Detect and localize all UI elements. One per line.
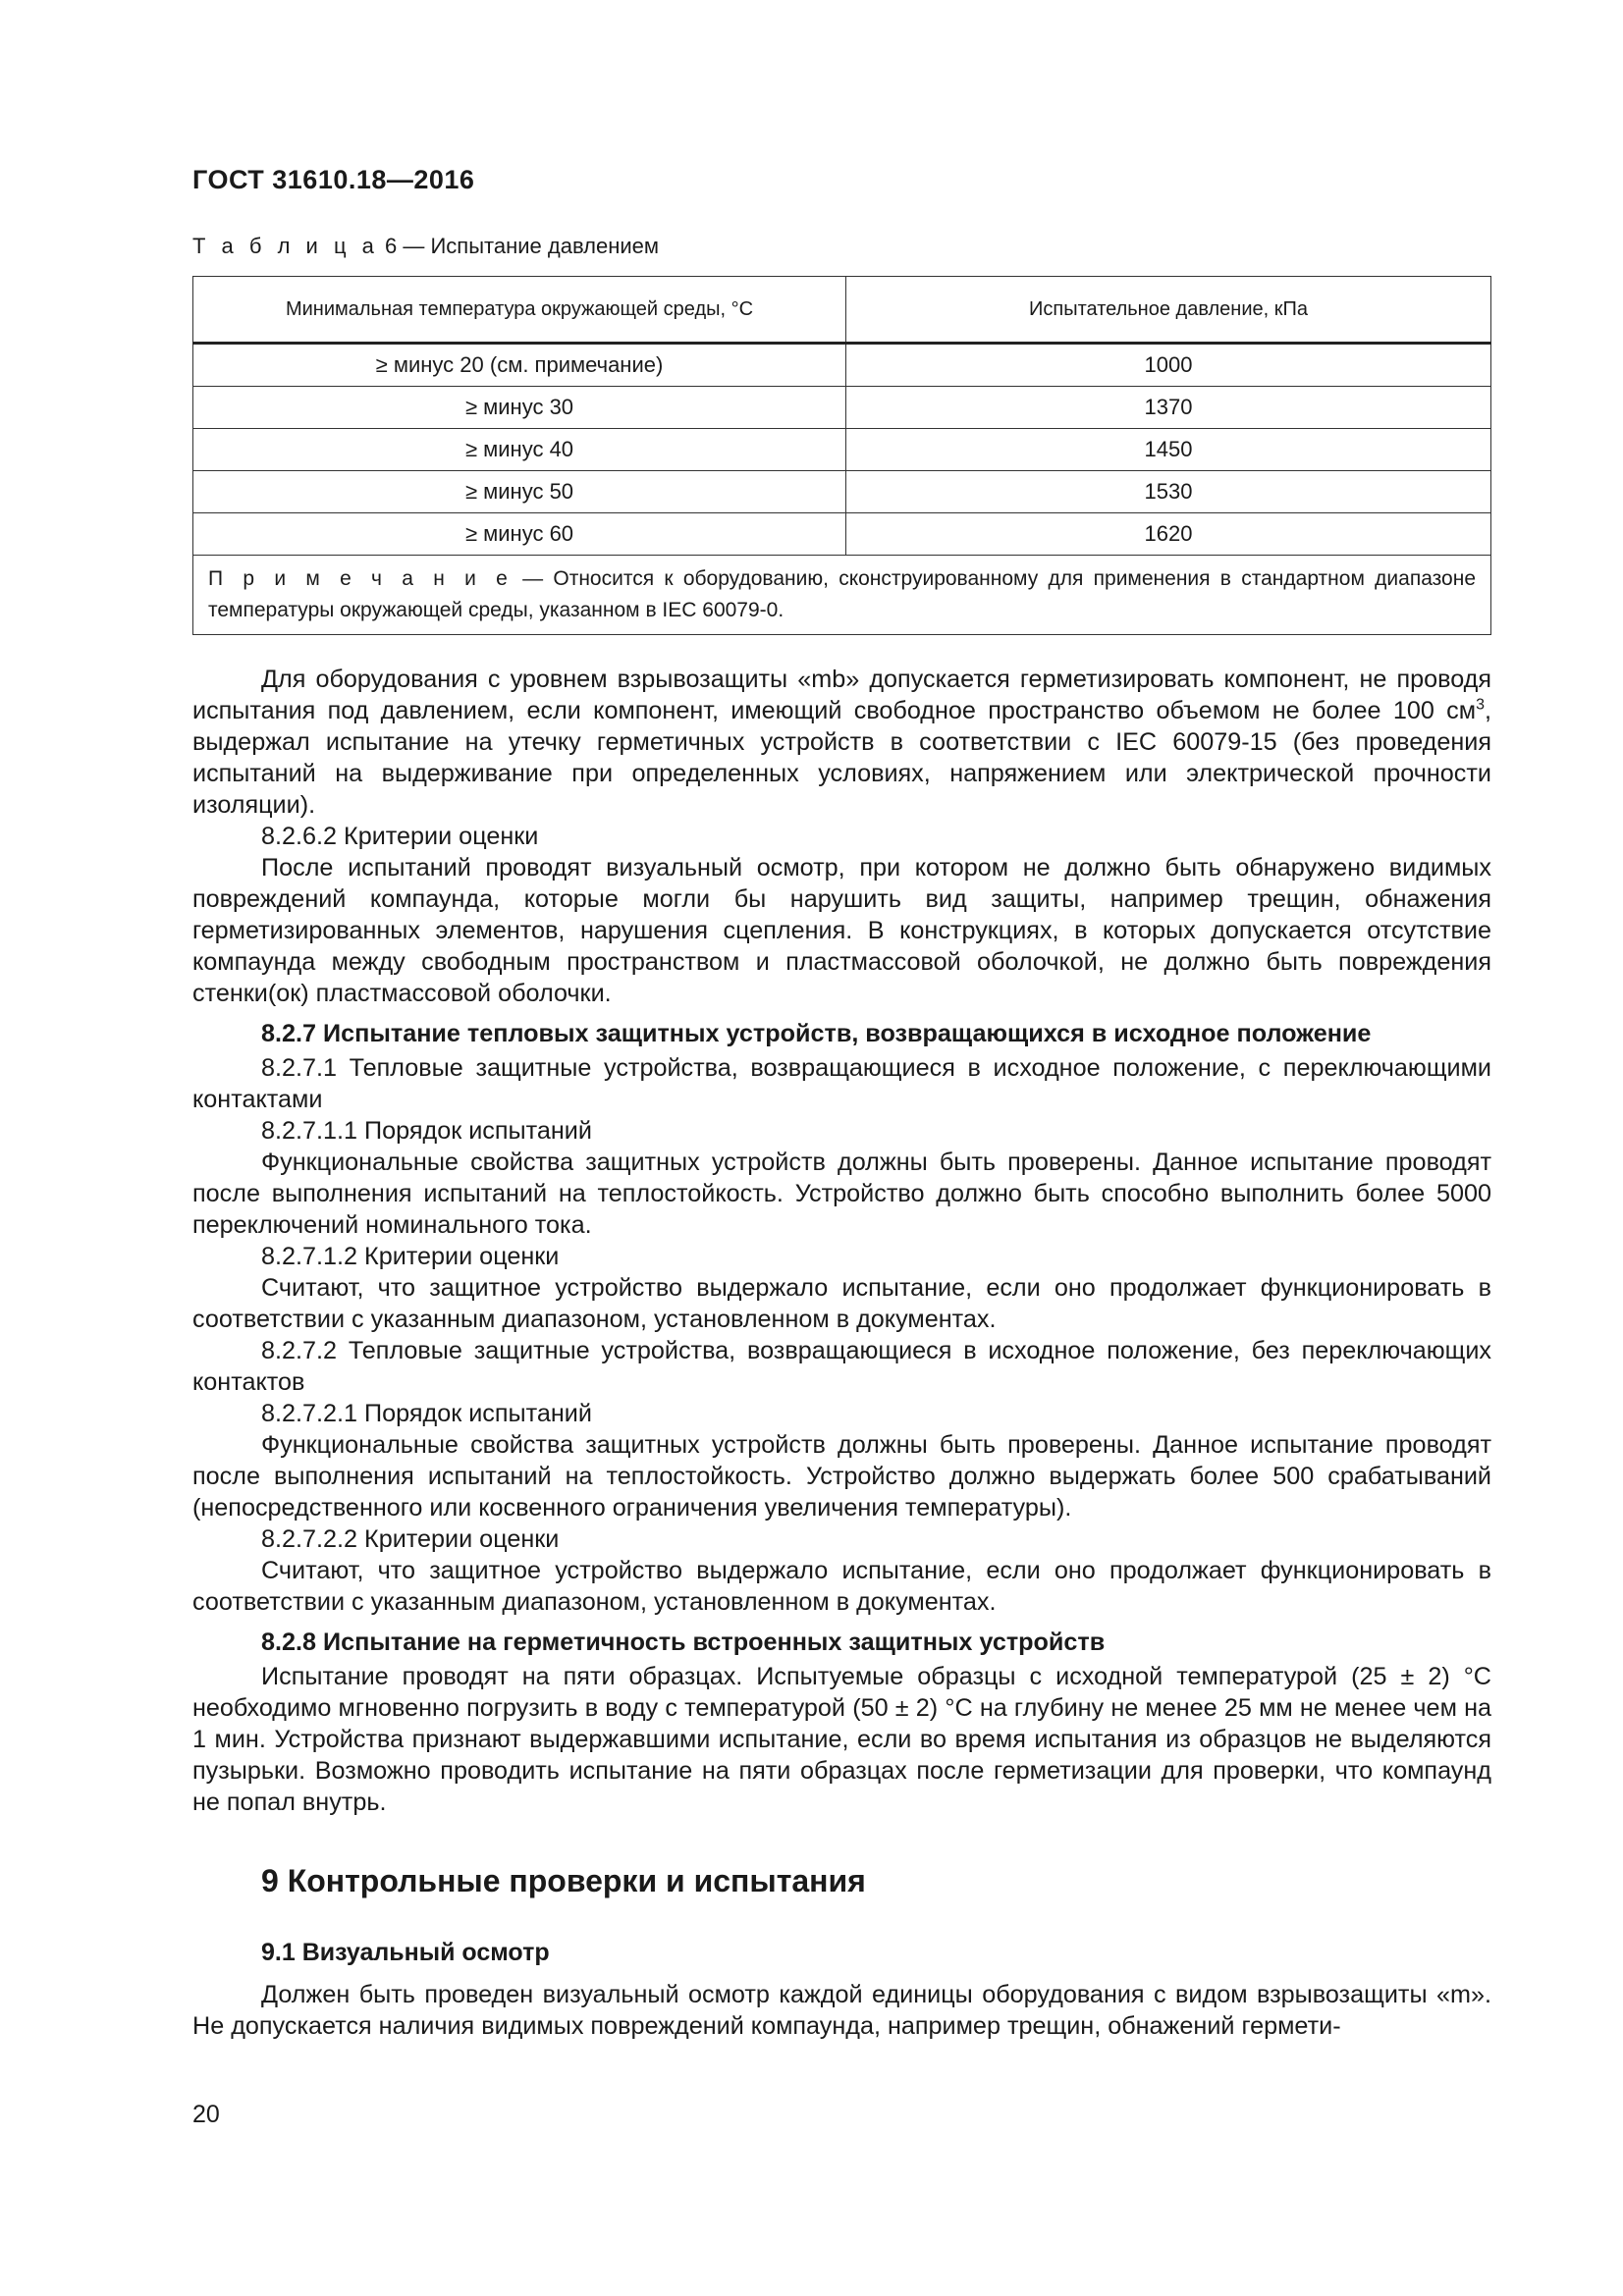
table-row xyxy=(193,429,1491,471)
clause-title-8-2-7-2-1: 8.2.7.2.1 Порядок испытаний xyxy=(261,1400,592,1427)
paragraph-text: , выдержал испытание на утечку герметичных устройств в соответствии с IEC 60079-15 (без проведения испытаний на выдерживание при определенных условиях, напряжением или электрической прочности изоляции). xyxy=(192,697,1491,819)
subsection-heading-9-1: 9.1 Визуальный осмотр xyxy=(261,1939,550,1966)
table-cell-temperature: ≥ минус 50 xyxy=(193,471,846,513)
document-code: ГОСТ 31610.18—2016 xyxy=(192,165,475,194)
paragraph: Считают, что защитное устройство выдержало испытание, если оно продолжает функционировать в соответствии с указанным диапазоном, установленном в документах. xyxy=(192,1274,1491,1333)
table-note xyxy=(193,556,1491,635)
table-cell-temperature: ≥ минус 30 xyxy=(193,387,846,429)
table-cell-temperature: ≥ минус 40 xyxy=(193,429,846,471)
section-9-text xyxy=(192,1979,1491,2042)
table-row xyxy=(193,344,1491,387)
paragraph: Считают, что защитное устройство выдержало испытание, если оно продолжает функционировать в соответствии с указанным диапазоном, установленном в документах. xyxy=(192,1557,1491,1616)
table-cell-temperature: ≥ минус 60 xyxy=(193,513,846,556)
table-cell-temperature: ≥ минус 20 (см. примечание) xyxy=(193,344,846,387)
table-note-label: П р и м е ч а н и е xyxy=(208,567,513,590)
table-cell-pressure: 1000 xyxy=(846,344,1491,387)
subclause-heading-8-2-8: 8.2.8 Испытание на герметичность встроенных защитных устройств xyxy=(261,1629,1106,1656)
table-cell-pressure: 1450 xyxy=(846,429,1491,471)
column-header-pressure: Испытательное давление, кПа xyxy=(846,277,1491,344)
paragraph-text: Для оборудования с уровнем взрывозащиты «mb» допускается герметизировать компонент, не проводя испытания под давлением, если компонент, имеющий свободное пространство объемом не более 100 см xyxy=(192,666,1491,724)
table-row xyxy=(193,513,1491,556)
table-caption-title: 6 — Испытание давлением xyxy=(378,234,660,258)
paragraph: Должен быть проведен визуальный осмотр каждой единицы оборудования с видом взрывозащиты «m». Не допускается наличия видимых повреждений компаунда, например трещин, обнажений гермети- xyxy=(192,1981,1491,2040)
paragraph: После испытаний проводят визуальный осмотр, при котором не должно быть обнаружено видимых повреждений компаунда, которые могли бы нарушить вид защиты, например трещин, обнажения герметизированных элементов, нарушения сцепления. В конструкциях, в которых допускается отсутствие компаунда между свободным пространством и пластмассовой оболочкой, не должно быть повреждения стенки(ок) пластмассовой оболочки. xyxy=(192,854,1491,1007)
clause-title-8-2-7-2: 8.2.7.2 Тепловые защитные устройства, возвращающиеся в исходное положение, без переключающих контактов xyxy=(192,1337,1491,1396)
clause-title-8-2-6-2: 8.2.6.2 Критерии оценки xyxy=(261,823,539,850)
table-row xyxy=(193,387,1491,429)
table-caption xyxy=(192,234,659,259)
table-note-text: — Относится к оборудованию, сконструированному для применения в стандартном диапазоне температуры окружающей среды, указанном в IEC 60079-0. xyxy=(208,567,1476,621)
pressure-test-table xyxy=(192,276,1491,635)
clause-title-8-2-7-1-1: 8.2.7.1.1 Порядок испытаний xyxy=(261,1117,592,1145)
paragraph: Функциональные свойства защитных устройств должны быть проверены. Данное испытание проводят после выполнения испытаний на теплостойкость. Устройство должно выдержать более 500 срабатываний (непосредственного или косвенного ограничения увеличения температуры). xyxy=(192,1431,1491,1522)
clause-title-8-2-7-1-2: 8.2.7.1.2 Критерии оценки xyxy=(261,1243,560,1270)
column-header-temperature: Минимальная температура окружающей среды, °С xyxy=(193,277,846,344)
clause-title-8-2-7-1: 8.2.7.1 Тепловые защитные устройства, возвращающиеся в исходное положение, с переключающими контактами xyxy=(192,1054,1491,1113)
clause-title-8-2-7-2-2: 8.2.7.2.2 Критерии оценки xyxy=(261,1525,560,1553)
body-text xyxy=(192,664,1491,1818)
paragraph: Испытание проводят на пяти образцах. Испытуемые образцы с исходной температурой (25 ± 2) °С необходимо мгновенно погрузить в воду с температурой (50 ± 2) °С на глубину не менее 25 мм не менее чем на 1 мин. Устройства признают выдержавшими испытание, если во время испытания из образцов не выделяются пузырьки. Возможно проводить испытание на пяти образцах после герметизации для проверки, что компаунд не попал внутрь. xyxy=(192,1663,1491,1816)
table-cell-pressure: 1530 xyxy=(846,471,1491,513)
subclause-heading-8-2-7: 8.2.7 Испытание тепловых защитных устройств, возвращающихся в исходное положение xyxy=(261,1020,1372,1047)
table-note-row xyxy=(193,556,1491,635)
superscript: 3 xyxy=(1476,696,1485,714)
table-header-row xyxy=(193,277,1491,344)
paragraph xyxy=(192,664,1491,821)
section-heading-9: 9 Контрольные проверки и испытания xyxy=(261,1863,866,1898)
paragraph: Функциональные свойства защитных устройств должны быть проверены. Данное испытание проводят после выполнения испытаний на теплостойкость. Устройство должно быть способно выполнить более 5000 переключений номинального тока. xyxy=(192,1148,1491,1239)
table-caption-label: Т а б л и ц а xyxy=(192,234,379,258)
table-cell-pressure: 1620 xyxy=(846,513,1491,556)
table-cell-pressure: 1370 xyxy=(846,387,1491,429)
table-row xyxy=(193,471,1491,513)
page-number: 20 xyxy=(192,2101,220,2128)
